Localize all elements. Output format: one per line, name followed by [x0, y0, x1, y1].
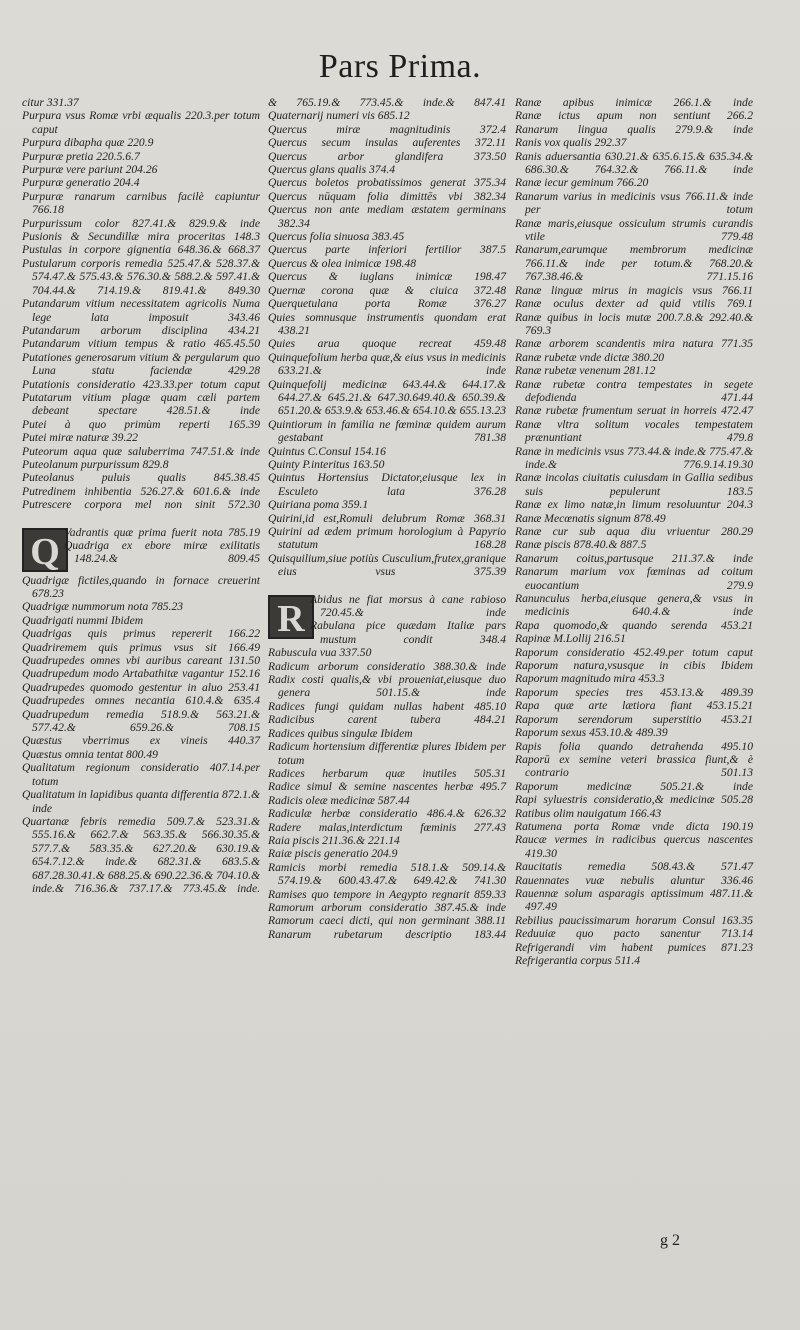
index-entry: Quintus C.Consul 154.16 [268, 444, 386, 458]
index-entry: Raporum natura,vsusque in cibis Ibidem [515, 659, 753, 673]
index-entry: Rapa quomodo,& quando serenda 453.21 [515, 618, 753, 632]
index-entry: Puteolanus puluis qualis 845.38.45 [22, 471, 260, 485]
index-entry: Rebilius paucissimarum horarum Consul 163.35 [515, 913, 753, 927]
index-entry: Ranæ ictus apum non sentiunt 266.2 [515, 109, 753, 123]
index-entry: Ratumena porta Romæ vnde dicta 190.19 [515, 819, 753, 833]
index-entry: Raia piscis 211.36.& 221.14 [268, 833, 400, 847]
index-entry: Putationis consideratio 423.33.per totum caput [22, 377, 260, 391]
index-entry: Puteolanum purpurissum 829.8 [22, 457, 169, 471]
index-entry: Radicum arborum consideratio 388.30.& inde [268, 659, 506, 673]
index-entry: Rapis folia quando detrahenda 495.10 [515, 739, 753, 753]
index-entry: Rapa quæ arte lætiora fiant 453.15.21 [515, 699, 753, 713]
index-entry: Quercus miræ magnitudinis 372.4 [268, 122, 506, 136]
index-entry: Qualitatum in lapidibus quanta differentia 872.1.& inde [22, 788, 260, 815]
index-entry: Ranis vox qualis 292.37 [515, 136, 627, 150]
index-entry: Rauennæ solum asparagis aptissimum 487.11.& 497.49 [515, 886, 753, 914]
index-entry: Raporum magnitudo mira 453.3 [515, 672, 665, 686]
index-entry: Quirini ad ædem primum horologium à Papyrio statutum 168.28 [268, 525, 506, 552]
index-entry: Radices herbarum quæ inutiles 505.31 [268, 766, 506, 780]
index-entry: Quartanæ febris remedia 509.7.& 523.31.& 555.16.& 662.7.& 563.35.& 566.30.35.& 577.7.& 583.35.& 627.20.& 630.19.& 654.7.12.& inde.& 682.31.& 683.5.& 687.28.30.41.& 688.25.& 690.22.36.& 704.10.& inde.& 716.36.& 737.17.& 773.45.& inde. [22, 814, 260, 895]
index-entry: Quercus & olea inimicæ 198.48 [268, 256, 417, 270]
index-entry: Quadrupedum modo Artabathitæ vagantur 152.16 [22, 667, 260, 681]
index-entry: & 765.19.& 773.45.& inde.& 847.41 [268, 96, 506, 109]
index-entry: Ranæ maris,eiusque ossiculum strumis curandis vtile 779.48 [515, 216, 753, 244]
index-entry: Ranæ cur sub aqua diu vriuentur 280.29 [515, 525, 753, 538]
index-entry: Ranæ rubetæ vnde dictæ 380.20 [515, 350, 665, 364]
index-entry: Radices fungi quidam nullas habent 485.10 [268, 699, 506, 713]
index-entry: Radice simul & semine nascentes herbæ 495.7 [268, 780, 506, 794]
index-entry: Ranæ apibus inimicæ 266.1.& inde [515, 96, 753, 109]
index-entry: Quæstus omnia tentat 800.49 [22, 747, 158, 761]
index-entry: Putrescere corpora mel non sinit 572.30 [22, 498, 260, 512]
index-entry: citur 331.37 [22, 96, 79, 109]
index-entry: Ranæ Mecœnatis signum 878.49 [515, 511, 666, 525]
page-title: Pars Prima. [318, 48, 482, 85]
index-entry: Abidus ne fiat morsus à cane rabioso 720.45.& inde [310, 592, 506, 620]
index-entry: Ranis aduersantia 630.21.& 635.6.15.& 635.34.& 686.30.& 764.32.& 766.11.& inde [515, 149, 753, 177]
index-column-3 [515, 96, 753, 967]
index-entry: Quadrigati nummi Ibidem [22, 613, 144, 627]
index-entry: Ranæ oculus dexter ad quid vtilis 769.1 [515, 297, 753, 311]
index-entry: Purpuræ vere pariunt 204.26 [22, 163, 158, 177]
index-entry: Raporum sexus 453.10.& 489.39 [515, 726, 668, 740]
index-entry: Ranæ in medicinis vsus 773.44.& inde.& 775.47.& inde.& 776.9.14.19.30 [515, 444, 753, 471]
index-entry: Purpuræ pretia 220.5.6.7 [22, 149, 140, 163]
index-entry: Purpuræ ranarum carnibus facilè capiuntur 766.18 [22, 189, 260, 217]
index-entry: Quercus arbor glandifera 373.50 [268, 149, 506, 163]
index-entry: Pusionis & Secundillæ mira proceritas 148.3 [22, 230, 260, 244]
index-entry: Putei miræ naturæ 39.22 [22, 431, 138, 445]
index-entry: Ranarum marium vox fœminas ad coitum euocantium 279.9 [515, 565, 753, 592]
index-entry: Putandarum vitium necessitatem agricolis Numa lege lata imposuit 343.46 [22, 297, 260, 324]
index-entry: Radicibus carent tubera 484.21 [268, 713, 506, 727]
index-entry: Ramorum caeci dicti, qui non germinant 388.11 [268, 914, 506, 928]
index-entry: Ranunculus herba,eiusque genera,& vsus in medicinis 640.4.& inde [515, 592, 753, 619]
index-entry: Quisquilium,siue potiùs Cusculium,frutex,granique eius vsus 375.39 [268, 551, 506, 579]
decorated-initial: Q [22, 528, 68, 572]
index-entry: Ramises quo tempore in Aegypto regnarit 859.33 [268, 887, 506, 901]
index-entry: Putatarum vitium plagæ quam cæli partem debeant spectare 428.51.& inde [22, 390, 260, 418]
index-entry: Quercus non ante mediam æstatem germinans 382.34 [268, 203, 506, 230]
index-entry: Ramorum arborum consideratio 387.45.& inde [268, 900, 506, 914]
index-entry: Raporum medicinæ 505.21.& inde [515, 779, 753, 793]
index-entry: Ranæ vltra solitum vocales tempestatem prænuntiant 479.8 [515, 417, 753, 445]
index-entry: Putandarum vitium tempus & ratio 465.45.50 [22, 337, 260, 351]
letter-section [268, 593, 506, 660]
index-entry: Quies arua quoque recreat 459.48 [268, 337, 506, 351]
index-entry: Quernæ corona quæ & ciuica 372.48 [268, 283, 506, 297]
index-entry: Vadrantis quæ prima fuerit nota 785.19 [64, 525, 260, 539]
index-entry: Raucæ vermes in radicibus quercus nascentes 419.30 [515, 833, 753, 860]
index-entry: Raucitatis remedia 508.43.& 571.47 [515, 860, 753, 874]
index-entry: Ratibus olim nauigatum 166.43 [515, 806, 662, 820]
index-entry: Puteorum aqua quæ saluberrima 747.51.& inde [22, 444, 260, 458]
index-entry: Quercus glans qualis 374.4 [268, 163, 396, 177]
index-entry: Pustularum corporis remedia 525.47.& 528.37.& 574.47.& 575.43.& 576.30.& 588.2.& 597.41.& 704.44.& 714.19.& 819.41.& 849.30 [22, 256, 260, 297]
section-gap [268, 579, 506, 593]
index-column-2 [268, 96, 506, 941]
index-entry: Purpurissum color 827.41.& 829.9.& inde [22, 216, 260, 230]
index-entry: Raporū ex semine veteri brassica fiunt,& è contrario 501.13 [515, 752, 753, 780]
index-entry: Quaternarij numeri vis 685.12 [268, 109, 410, 123]
index-entry: Quadrupedes quomodo gestentur in aluo 253.41 [22, 680, 260, 694]
index-entry: Rabuscula vua 337.50 [268, 646, 372, 660]
index-entry: Radicum hortensium differentiæ plures Ibidem per totum [268, 740, 506, 767]
index-entry: Ranæ arborem scandentis mira natura 771.35 [515, 337, 753, 351]
index-entry: Refrigerandi vim habent pumices 871.23 [515, 940, 753, 954]
index-entry: Ranæ rubetæ frumentum seruat in horreis 472.47 [515, 404, 753, 418]
index-entry: Radices quibus singulæ Ibidem [268, 726, 413, 740]
letter-section [22, 525, 260, 573]
index-entry: Ranarum coitus,partusque 211.37.& inde [515, 551, 753, 565]
index-entry: Quirini,id est,Romuli delubrum Romæ 368.31 [268, 511, 506, 525]
index-entry: Quercus nūquam folia dimittēs vbi 382.34 [268, 189, 506, 203]
index-entry: Radicis oleæ medicinæ 587.44 [268, 793, 410, 807]
index-entry: Quinquefolij medicinæ 643.44.& 644.17.& 644.27.& 645.21.& 647.30.649.40.& 650.39.& 651.20.& 653.9.& 653.46.& 654.10.& 655.13.23 [268, 377, 506, 418]
index-entry: Quinty P.interitus 163.50 [268, 457, 385, 471]
index-entry: Quies somnusque instrumentis quondam erat 438.21 [268, 310, 506, 337]
signature-mark: g 2 [660, 1232, 680, 1249]
index-entry: Radere malas,interdictum fœminis 277.43 [268, 820, 506, 834]
index-entry: Rapinæ M.Lollij 216.51 [515, 632, 626, 646]
index-entry: Ranarum rubetarum descriptio 183.44 [268, 927, 506, 941]
index-entry: Rabulana pice quædam Italiæ pars mustum condit 348.4 [310, 619, 506, 646]
index-entry: Ranarum varius in medicinis vsus 766.11.& inde per totum [515, 189, 753, 217]
index-entry: Raporum species tres 453.13.& 489.39 [515, 685, 753, 699]
index-entry: Ranæ piscis 878.40.& 887.5 [515, 538, 647, 552]
index-entry: Quadrupedum remedia 518.9.& 563.21.& 577.42.& 659.26.& 708.15 [22, 707, 260, 735]
index-entry: Raporum serendorum superstitio 453.21 [515, 712, 753, 726]
index-entry: Quintus Hortensius Dictator,eiusque lex in Esculeto lata 376.28 [268, 471, 506, 498]
index-entry: Ramicis morbi remedia 518.1.& 509.14.& 574.19.& 600.43.47.& 649.42.& 741.30 [268, 860, 506, 888]
index-entry: Quadrupedes omnes necantia 610.4.& 635.4 [22, 694, 260, 708]
index-entry: Rauennates vuæ nebulis aluntur 336.46 [515, 873, 753, 887]
index-entry: Ranæ rubetæ contra tempestates in segete defodienda 471.44 [515, 377, 753, 404]
index-entry: Putationes generosarum vitium & pergularum quo Luna statu faciendæ 429.28 [22, 350, 260, 378]
index-entry: Quercus parte inferiori fertilior 387.5 [268, 243, 506, 257]
index-entry: Refrigerantia corpus 511.4 [515, 954, 641, 967]
index-entry: Raiæ piscis generatio 204.9 [268, 847, 398, 861]
index-entry: Ranæ iecur geminum 766.20 [515, 176, 649, 190]
index-entry: Purpuræ generatio 204.4 [22, 176, 140, 190]
index-entry: Rapi syluestris consideratio,& medicinæ 505.28 [515, 793, 753, 807]
index-entry: Ranæ linguæ mirus in magicis vsus 766.11 [515, 283, 753, 297]
decorated-initial: R [268, 595, 314, 639]
section-gap [22, 512, 260, 526]
index-entry: Reduuiæ quo pacto sanentur 713.14 [515, 927, 753, 941]
index-entry: Qualitatum regionum consideratio 407.14.per totum [22, 761, 260, 788]
index-entry: Quercus secum insulas auferentes 372.11 [268, 136, 506, 150]
index-entry: Raporum consideratio 452.49.per totum caput [515, 645, 753, 659]
index-entry: Pustulas in corpore gignentia 648.36.& 668.37 [22, 243, 260, 257]
index-entry: Quercus boletos probatissimos generat 375.34 [268, 176, 506, 190]
index-entry: Quiriana poma 359.1 [268, 498, 369, 512]
index-entry: Quadrigas quis primus repererit 166.22 [22, 627, 260, 641]
index-entry: Querquetulana porta Romæ 376.27 [268, 297, 506, 311]
index-entry: Ranarum,earumque membrorum medicinæ 766.11.& inde per totum.& 768.20.& 767.38.46.& 771.15.16 [515, 243, 753, 284]
index-entry: Quercus folia sinuosa 383.45 [268, 230, 405, 244]
index-entry: Quadrupedes omnes vbi auribus careant 131.50 [22, 654, 260, 668]
index-entry: Quadrigæ fictiles,quando in fornace creuerint 678.23 [22, 573, 260, 600]
index-entry: Putandarum arborum disciplina 434.21 [22, 323, 260, 337]
index-entry: Quinquefolium herba quæ,& eius vsus in medicinis 633.21.& inde [268, 350, 506, 378]
index-entry: Quæstus vberrimus ex vineis 440.37 [22, 734, 260, 748]
index-entry: Quadriremem quis primus vsus sit 166.49 [22, 640, 260, 654]
index-column-1 [22, 96, 260, 895]
index-entry: Purpura dibapha quæ 220.9 [22, 136, 154, 150]
index-entry: Quintiorum in familia ne fœminæ quidem aurum gestabant 781.38 [268, 417, 506, 445]
index-entry: Quercus & iuglans inimicæ 198.47 [268, 270, 506, 284]
index-entry: Radiculæ herbæ consideratio 486.4.& 626.32 [268, 807, 506, 821]
index-entry: Ranæ incolas ciuitatis cuiusdam in Gallia sedibus suis pepulerunt 183.5 [515, 471, 753, 498]
index-entry: Ranæ rubetæ venenum 281.12 [515, 364, 656, 378]
index-entry: Purpura vsus Romæ vrbi æqualis 220.3.per totum caput [22, 109, 260, 136]
index-entry: Ranæ ex limo natæ,in limum resoluuntur 204.3 [515, 498, 753, 512]
index-entry: Putei à quo primùm reperti 165.39 [22, 417, 260, 431]
index-entry: Ranæ quibus in locis mutæ 200.7.8.& 292.40.& 769.3 [515, 310, 753, 337]
index-entry: Ranarum lingua qualis 279.9.& inde [515, 122, 753, 136]
index-entry: Putredinem inhibentia 526.27.& 601.6.& inde [22, 484, 260, 498]
index-entry: Radix costi qualis,& vbi proueniat,eiusque duo genera 501.15.& inde [268, 673, 506, 700]
index-entry: Quadrigæ nummorum nota 785.23 [22, 600, 184, 614]
index-entry: Quadriga ex ebore miræ exilitatis 148.24.& 809.45 [64, 539, 260, 566]
